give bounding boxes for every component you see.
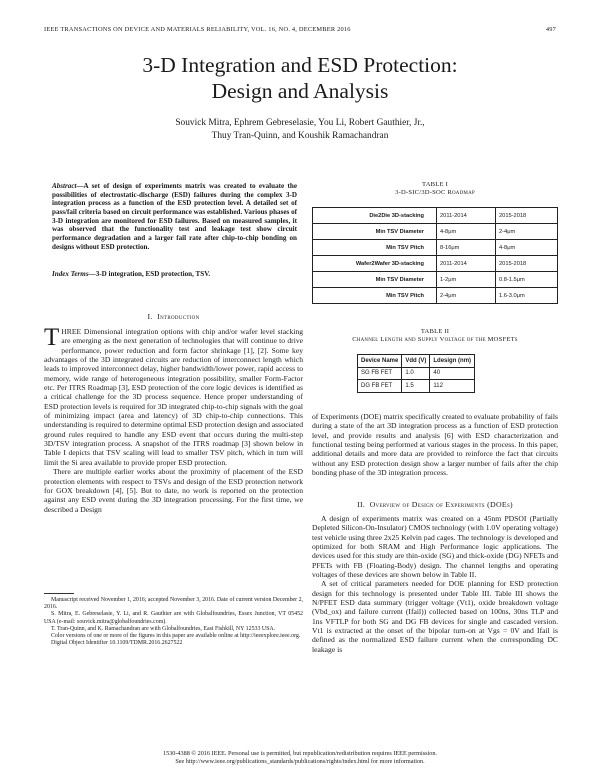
- footnote-affiliation-2: T. Tran-Quinn, and K. Ramachandran are with Globalfoundries, East Fishkill, NY 12533 USA.: [51, 625, 276, 632]
- table-2-cell: 40: [430, 367, 475, 380]
- table-1-cell: Min TSV Diameter: [313, 272, 437, 288]
- author-list: [0, 117, 600, 142]
- intro-body: [44, 324, 303, 514]
- paper-title: [0, 52, 600, 104]
- table-1-cell: Die2Die 3D-stacking: [313, 208, 437, 224]
- table-1-row: [313, 256, 558, 272]
- table-1-cell: 2015-2018: [496, 256, 558, 272]
- table-1-cell: 2015-2018: [496, 208, 558, 224]
- table-2-row: [358, 380, 475, 393]
- table-1-row: [313, 224, 558, 240]
- table-1-cell: Min TSV Pitch: [313, 240, 437, 256]
- table-2-title: Channel Length and Supply Voltage of the MOSFETs: [352, 336, 518, 343]
- table-1-cell: 2-4μm: [496, 224, 558, 240]
- intro-paragraph-2: There are multiple earlier works about the proximity of placement of the ESD protection elements with respect to TSVs and design of the ESD protection network for GOX breakdown [4], [5]. But to date, no work is reported on the protection against any ESD event during the 3D integration processing. For the first time, we described a Design: [44, 467, 303, 514]
- index-terms-text: —3-D integration, ESD protection, TSV.: [88, 270, 211, 278]
- index-terms: [52, 270, 297, 279]
- table-2-cell: 1.5: [402, 380, 430, 393]
- table-1-cell: 1-2μm: [437, 272, 496, 288]
- right-paragraph-1: of Experiments (DOE) matrix specifically created to evaluate probability of fails during a state of the art 3D integration process as a function of ESD protection level, and provide results and analysis [6] with ESD characterization and functional testing being performed at various stages in the process. In this paper, additional details and more data are provided to reinforce the fact that circuits without any ESD protection design show a larger number of fails after the chip bonding phase of the 3D integration process.: [312, 412, 558, 478]
- table-1-row: [313, 272, 558, 288]
- table-1-cell: 2011-2014: [437, 256, 496, 272]
- abstract: [52, 182, 297, 251]
- footnote-doi: Digital Object Identifier 10.1109/TDMR.2016.2627522: [51, 640, 183, 647]
- table-1-cell: 2011-2014: [437, 208, 496, 224]
- index-terms-label: Index Terms: [52, 270, 89, 278]
- title-line-2: Design and Analysis: [211, 79, 389, 103]
- abstract-text: —A set of design of experiments matrix was created to evaluate the possibilities of electrostatic-discharge (ESD) failures during the complex 3-D integration process as a function of the ESD protection level. A detailed set of pass/fail criteria based on circuit performance was established. Various phases of 3-D integration are monitored for ESD failures. Based on measured samples, it was observed that the functionality test and leakage test show circuit performance degradation and a larger fail rate after chip-to-chip bonding on designs without ESD protection.: [52, 182, 297, 251]
- footnote-manuscript: Manuscript received November 1, 2016; accepted November 3, 2016. Date of current version December 2, 2016.: [44, 597, 303, 611]
- authors-line-2: Thuy Tran-Quinn, and Koushik Ramachandran: [211, 130, 389, 141]
- running-head: [44, 26, 556, 33]
- table-2-row: [358, 367, 475, 380]
- footnote-divider: [44, 593, 74, 594]
- copyright-notice: [0, 750, 600, 765]
- table-2-caption: [312, 328, 558, 344]
- table-2-cell: DG FB FET: [358, 380, 402, 393]
- table-1-row: [313, 208, 558, 224]
- doe-heading-number: II.: [357, 500, 366, 509]
- page-number: 497: [545, 26, 556, 33]
- table-1-cell: 8-16μm: [437, 240, 496, 256]
- table-1-caption: [312, 181, 558, 197]
- table-1: [312, 207, 558, 304]
- journal-name: IEEE TRANSACTIONS ON DEVICE AND MATERIALS RELIABILITY, VOL. 16, NO. 4, DECEMBER 2016: [44, 26, 351, 33]
- title-line-1: 3-D Integration and ESD Protection:: [142, 53, 458, 77]
- table-1-cell: 0.8-1.5μm: [496, 272, 558, 288]
- table-2-header: Ldesign (nm): [430, 355, 475, 368]
- footnote-affiliation-1: S. Mitra, E. Gebreselasie, Y. Li, and R. Gauthier are with Globalfoundries, Essex Junction, VT 05452 USA (e-mail: souvick.mitra@globalfoundries.com).: [44, 611, 303, 625]
- table-1-cell: Min TSV Diameter: [313, 224, 437, 240]
- doe-paragraph-2: A set of critical parameters needed for DOE planning for ESD protection design for this technology is presented under Table III. Table III shows the N/PFET ESD data summary (trigger voltage (Vt1), oxide breakdown voltage (Vbd_ox) and failure current (Ifail)) collected based on 100ns, 30ns TLP and 1ns VFTLP for both SG and DG FB devices for single and cascaded version. Vt1 is extracted at the onset of the bipolar turn-on at Vgs = 0V and Ifail is defined as the normalized ESD failure current when the corresponding DC leakage is: [312, 579, 558, 654]
- doe-heading: [312, 500, 558, 509]
- table-2: [357, 354, 475, 393]
- table-1-label: TABLE I: [422, 181, 448, 188]
- table-1-row: [313, 288, 558, 304]
- copyright-line-2: See http://www.ieee.org/publications_standards/publications/rights/index.html for more information.: [175, 757, 425, 765]
- intro-heading-number: I.: [147, 312, 153, 321]
- abstract-label: Abstract: [52, 182, 77, 190]
- footnote-color: Color versions of one or more of the figures in this paper are available online at http://ieeexplore.ieee.org.: [51, 633, 301, 640]
- table-1-row: [313, 240, 558, 256]
- table-2-cell: 1.0: [402, 367, 430, 380]
- intro-paragraph-1: [44, 324, 303, 467]
- table-1-cell: 4-8μm: [496, 240, 558, 256]
- table-1-cell: Wafer2Wafer 3D-stacking: [313, 256, 437, 272]
- intro-paragraph-1-text: HREE Dimensional integration options with chip and/or wafer level stacking are emerging as the next generation of technologies that will continue to drive performance, power reduction and form factor shrinkage [1], [2]. Some key advantages of the 3D integrated circuits are reduction of interconnect length which leads to improved interconnect delay, higher bandwidth/lower power, rapid access to memory, wide range of heterogeneous integration possibility, smaller Form-Factor etc. Per ITRS Roadmap [3], ESD protection of the core logic devices is identified as a critical challenge for the 3D process sequence. Hence proper understanding of ESD protection levels is required for 3D integrated chip-to-chip signals with the goal of minimizing impact (area and latency) of 3D chip-to-chip connections. This understanding is required to determine optimal ESD protection design and associated ground rules required to handle any ESD event that occurs during the multi-step 3D/TSV integration process. A snapshot of the ITRS roadmap [3] shown below in Table I depicts that TSV scaling will lead to smaller TSV pitch, which in turn will limit the Si area available to provide proper ESD protection.: [44, 327, 303, 467]
- doe-paragraph-1: A design of experiments matrix was created on a 45nm PDSOI (Partially Depleted Silicon-On-Insulator) CMOS technology (with 1.0V operating voltage) test vehicle using three 2x25 Kelvin pad cages. The technology is developed and optimized for both SRAM and High Performance logic applications. The devices used for this study are thin-oxide (SG) and thick-oxide (DG) NFETs and PFETs with FB (Floating-Body) design. The channel lengths and operating voltages of these devices are shown below in Table II.: [312, 514, 558, 580]
- drop-cap: T: [44, 324, 60, 351]
- table-1-title: 3-D-SIC/3D-SOC Roadmap: [395, 189, 475, 196]
- doe-heading-title: Overview of Design of Experiments (DOEs): [369, 500, 513, 509]
- intro-heading: [44, 312, 303, 321]
- authors-line-1: Souvick Mitra, Ephrem Gebreselasie, You Li, Robert Gauthier, Jr.,: [175, 118, 425, 128]
- table-2-header: Device Name: [358, 355, 402, 368]
- table-2-cell: SG FB FET: [358, 367, 402, 380]
- table-2-header: Vdd (V): [402, 355, 430, 368]
- footnotes: [44, 597, 303, 647]
- table-2-label: TABLE II: [420, 328, 450, 335]
- intro-heading-title: Introduction: [157, 312, 200, 321]
- copyright-line-1: 1530-4388 © 2016 IEEE. Personal use is permitted, but republication/redistribution requires IEEE permission.: [163, 750, 437, 757]
- table-2-cell: 112: [430, 380, 475, 393]
- table-1-cell: 4-8μm: [437, 224, 496, 240]
- table-1-cell: 2-4μm: [437, 288, 496, 304]
- table-1-cell: 1.6-3.0μm: [496, 288, 558, 304]
- doe-body: [312, 514, 558, 654]
- table-1-cell: Min TSV Pitch: [313, 288, 437, 304]
